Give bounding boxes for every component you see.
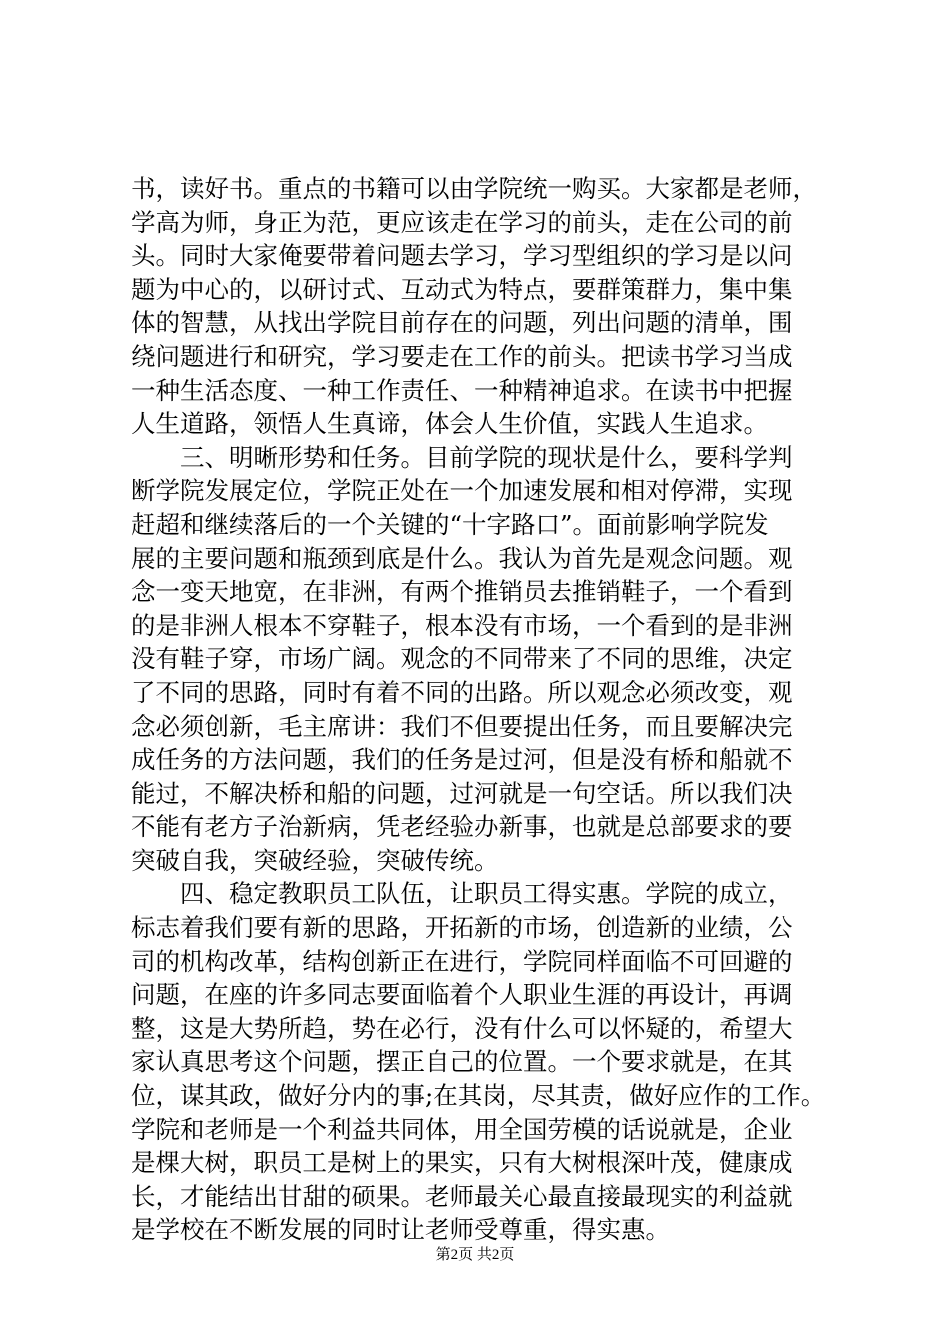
text-line: 题为中心的，以研讨式、互动式为特点，要群策群力，集中集 (131, 274, 793, 304)
text-line: 一种生活态度、一种工作责任、一种精神追求。在读书中把握 (131, 375, 793, 405)
text-line: 念一变天地宽，在非洲，有两个推销员去推销鞋子，一个看到 (131, 577, 793, 607)
text-line: 司的机构改革，结构创新正在进行，学院同样面临不可回避的 (131, 946, 793, 976)
text-line: 四、稳定教职员工队伍，让职员工得实惠。学院的成立， (131, 879, 793, 909)
text-line: 长，才能结出甘甜的硕果。老师最关心最直接最现实的利益就 (131, 1181, 793, 1211)
text-line: 展的主要问题和瓶颈到底是什么。我认为首先是观念问题。观 (131, 543, 793, 573)
text-line: 标志着我们要有新的思路，开拓新的市场，创造新的业绩，公 (131, 913, 793, 943)
text-line: 人生道路，领悟人生真谛，体会人生价值，实践人生追求。 (131, 409, 768, 439)
text-line: 三、明晰形势和任务。目前学院的现状是什么，要科学判 (131, 442, 793, 472)
text-line: 不能有老方子治新病，凭老经验办新事，也就是总部要求的要 (131, 812, 793, 842)
text-line: 是棵大树，职员工是树上的果实，只有大树根深叶茂，健康成 (131, 1148, 793, 1178)
text-line: 问题，在座的许多同志要面临着个人职业生涯的再设计，再调 (131, 980, 793, 1010)
text-line: 是学校在不断发展的同时让老师受尊重，得实惠。 (131, 1215, 670, 1245)
text-line: 了不同的思路，同时有着不同的出路。所以观念必须改变，观 (131, 677, 793, 707)
text-line: 头。同时大家俺要带着问题去学习，学习型组织的学习是以问 (131, 241, 793, 271)
page-number-footer: 第2页 共2页 (435, 1247, 515, 1263)
text-line: 的是非洲人根本不穿鞋子，根本没有市场，一个看到的是非洲 (131, 610, 793, 640)
text-line: 没有鞋子穿，市场广阔。观念的不同带来了不同的思维，决定 (131, 644, 793, 674)
text-line: 位，谋其政，做好分内的事;在其岗，尽其责，做好应作的工作。 (131, 1081, 826, 1111)
text-line: 整，这是大势所趋，势在必行，没有什么可以怀疑的，希望大 (131, 1013, 793, 1043)
text-line: 成任务的方法问题，我们的任务是过河，但是没有桥和船就不 (131, 745, 793, 775)
text-line: 书，读好书。重点的书籍可以由学院统一购买。大家都是老师， (131, 174, 817, 203)
text-line: 念必须创新，毛主席讲：我们不但要提出任务，而且要解决完 (131, 711, 793, 741)
text-line: 家认真思考这个问题，摆正自己的位置。一个要求就是，在其 (131, 1047, 793, 1077)
text-line: 能过，不解决桥和船的问题，过河就是一句空话。所以我们决 (131, 778, 793, 808)
text-line: 体的智慧，从找出学院目前存在的问题，列出问题的清单，围 (131, 308, 793, 338)
text-line: 绕问题进行和研究，学习要走在工作的前头。把读书学习当成 (131, 341, 793, 371)
text-line: 突破自我，突破经验，突破传统。 (131, 845, 499, 875)
text-line: 断学院发展定位，学院正处在一个加速发展和相对停滞，实现 (131, 476, 793, 506)
text-line: 赶超和继续落后的一个关键的“十字路口”。面前影响学院发 (131, 509, 769, 539)
document-body (131, 172, 831, 1247)
text-line: 学高为师，身正为范，更应该走在学习的前头，走在公司的前 (131, 207, 793, 237)
text-line: 学院和老师是一个利益共同体，用全国劳模的话说就是，企业 (131, 1114, 793, 1144)
